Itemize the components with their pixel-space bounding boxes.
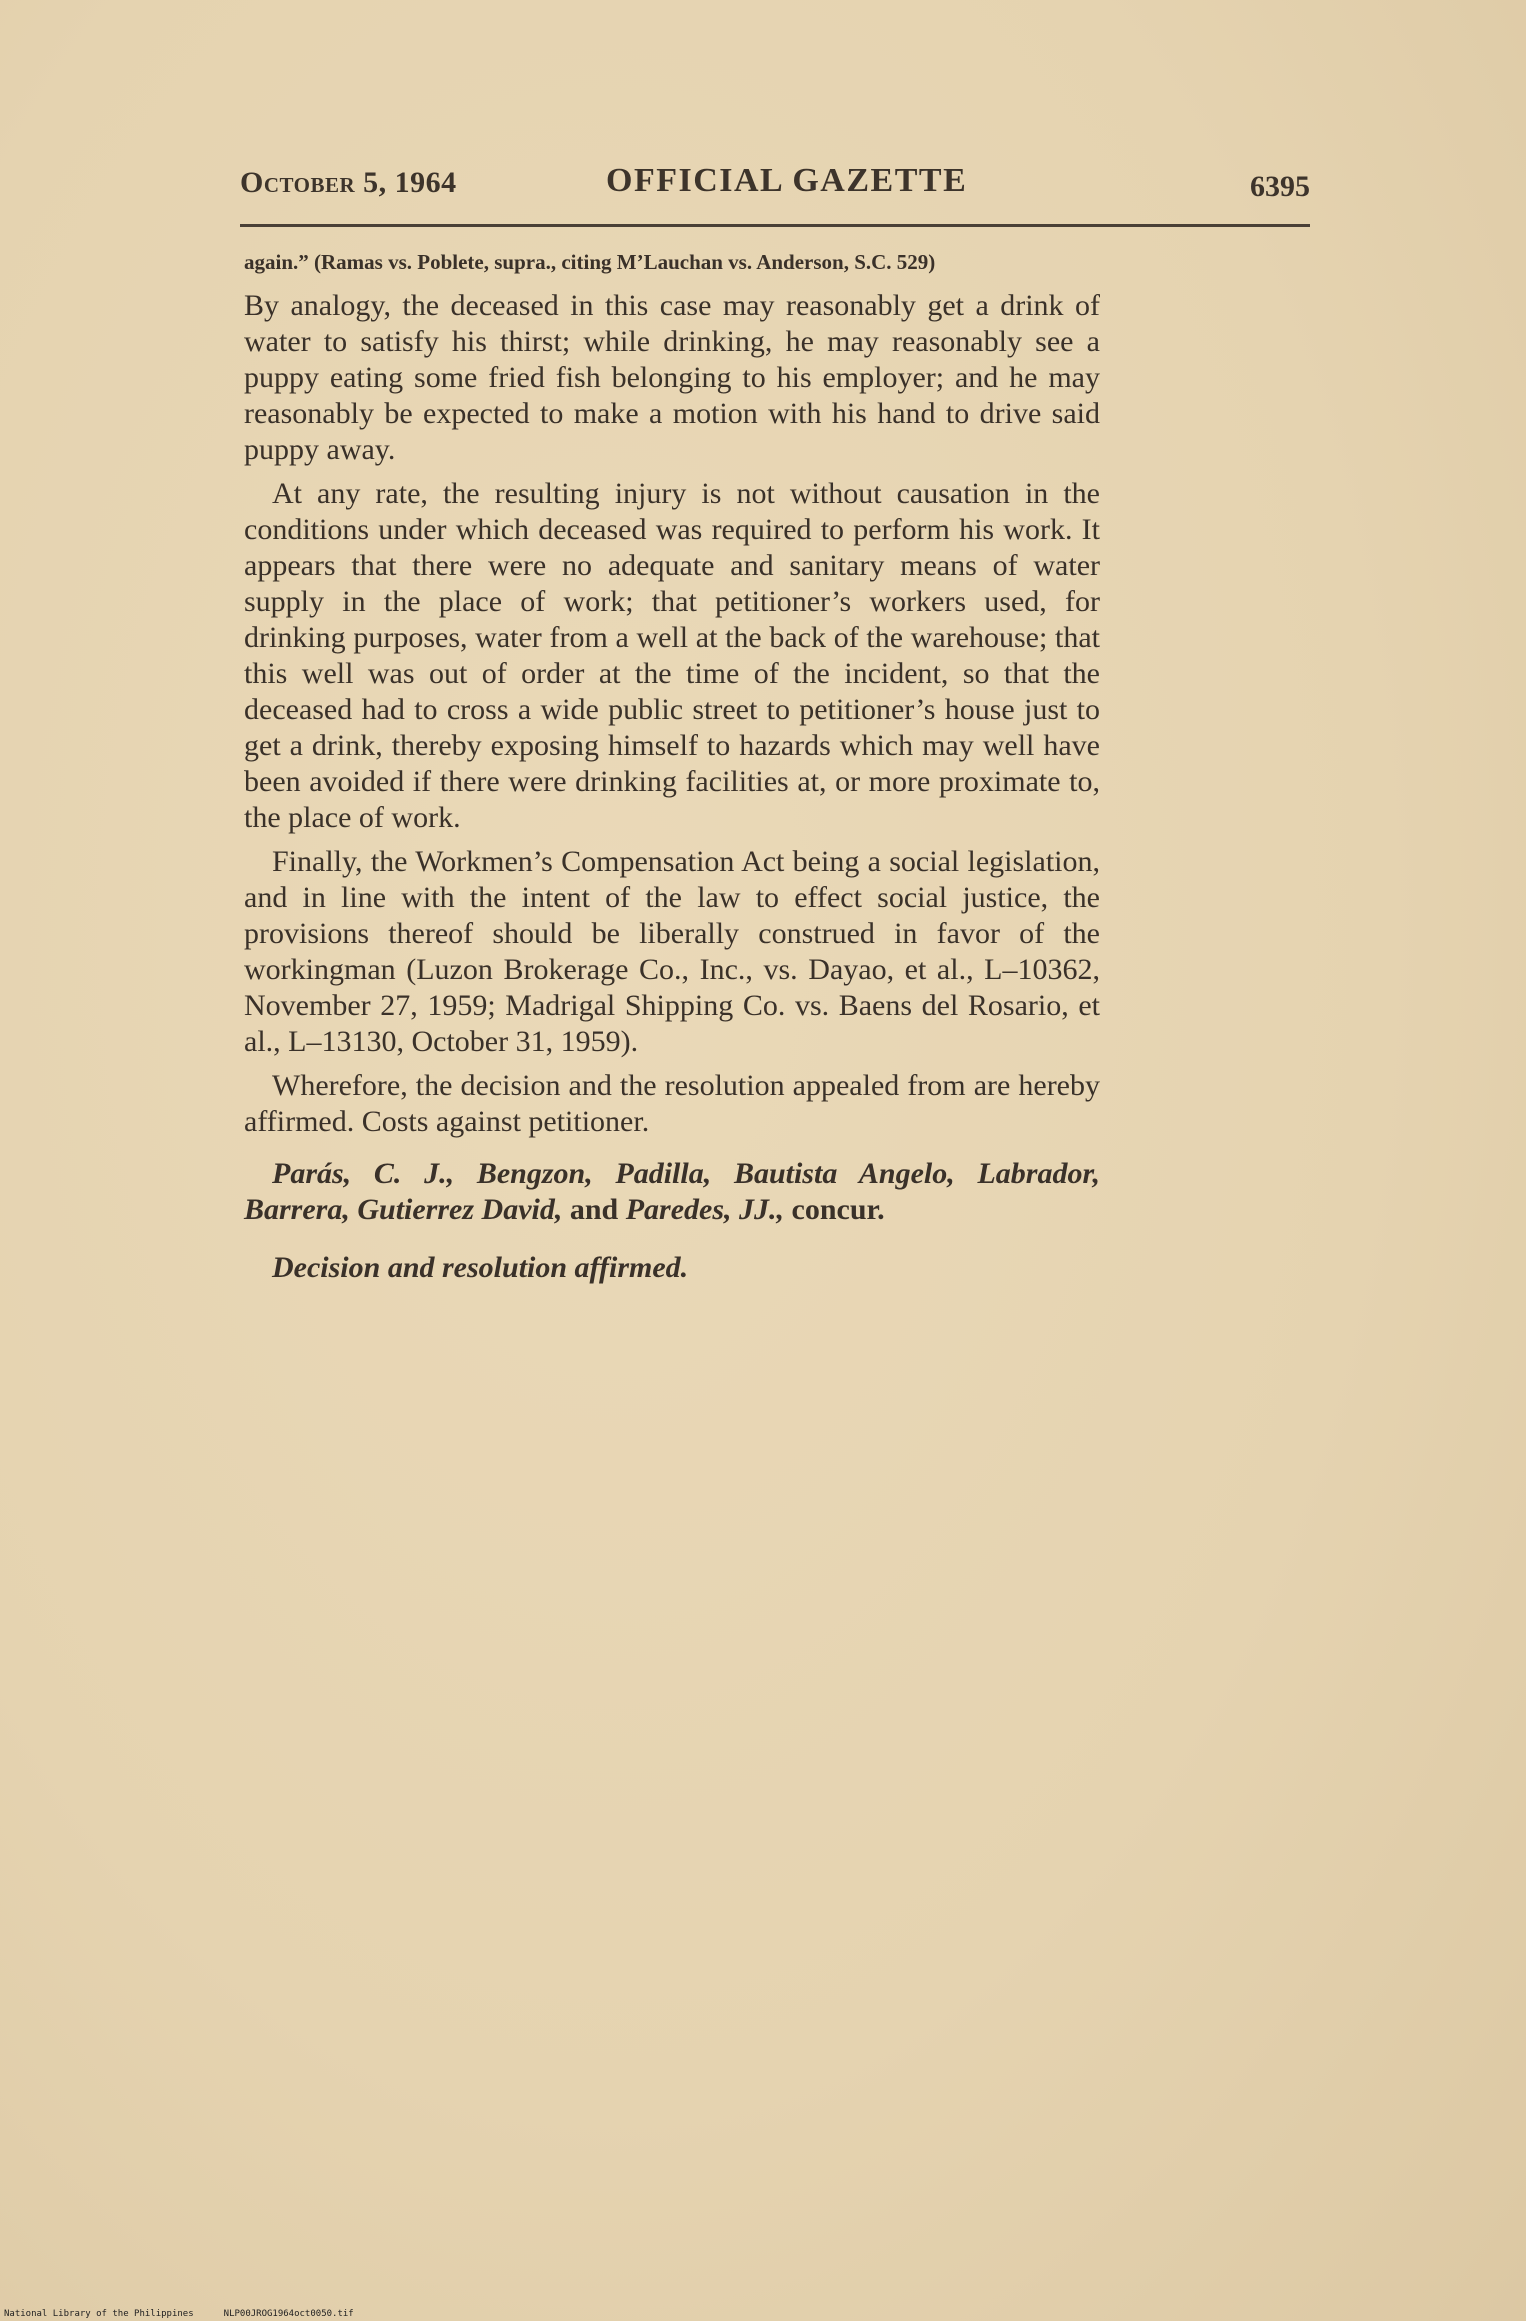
header-rule [240, 224, 1310, 227]
header-title: OFFICIAL GAZETTE [606, 162, 968, 199]
paragraph-wherefore: Wherefore, the decision and the resolution appealed from are hereby affirmed. Costs against petitioner. [244, 1069, 1100, 1138]
footer-source: National Library of the Philippines [4, 2309, 194, 2319]
page-header [240, 160, 1310, 210]
paragraph-causation: At any rate, the resulting injury is not without causation in the conditions under which deceased was required to perform his work. It appears that there were no adequate and sanitary means of water supply in the place of work; that petitioner’s workers used, for drinking purposes, water from a well at the back of the warehouse; that this well was out of order at the time of the incident, so that the deceased had to cross a wide public street to petitioner’s house just to get a drink, thereby exposing himself to hazards which may well have been avoided if there were drinking facilities at, or more proximate to, the place of work. [244, 477, 1100, 834]
document-body [244, 248, 1100, 1286]
justices-list: Parás, C. J., Bengzon, Padilla, Bautista Angelo, Labrador, Barrera, Gutierrez David, [244, 1157, 1100, 1226]
concurring-justices [244, 1156, 1100, 1228]
paragraph-analogy: By analogy, the deceased in this case may reasonably get a drink of water to satisfy his thirst; while drinking, he may reasonably see a puppy eating some fried fish belonging to his employer; and he may reasonably be expected to make a motion with his hand to drive said puppy away. [244, 289, 1100, 466]
concur-connector: and [569, 1193, 619, 1226]
header-date: October 5, 1964 [240, 166, 457, 199]
footer-filename: NLP00JROG1964oct0050.tif [223, 2309, 354, 2319]
scan-footer [4, 2309, 384, 2319]
concur-end: concur. [791, 1193, 885, 1226]
citation-text: again.” (Ramas vs. Poblete, supra., citing M’Lauchan vs. Anderson, S.C. 529) [244, 250, 936, 274]
header-page-number: 6395 [1250, 170, 1310, 203]
disposition: Decision and resolution affirmed. [272, 1251, 689, 1284]
justices-last: Paredes, JJ., [625, 1193, 785, 1226]
paragraph-liberal-construction: Finally, the Workmen’s Compensation Act being a social legislation, and in line with the intent of the law to effect social justice, the provisions thereof should be liberally construed in favor of the workingman (Luzon Brokerage Co., Inc., vs. Dayao, et al., L–10362, November 27, 1959; Madrigal Shipping Co. vs. Baens del Rosario, et al., L–13130, October 31, 1959). [244, 845, 1100, 1058]
